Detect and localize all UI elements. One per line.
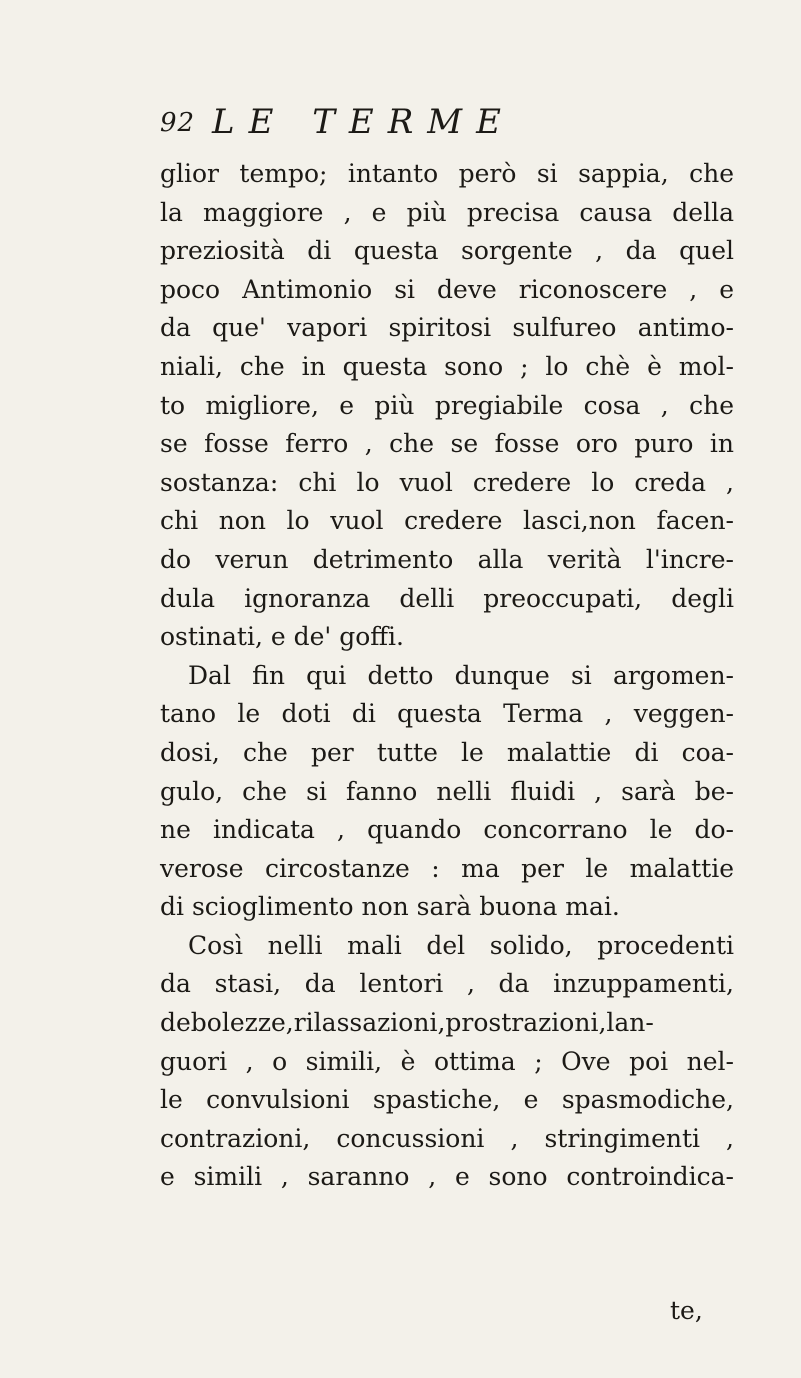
text-line: gulo, che si fanno nelli fluidi , sarà be- xyxy=(160,776,734,806)
page-header xyxy=(160,102,720,152)
text-line: ostinati, e de' goffi. xyxy=(160,622,404,652)
text-line: chi non lo vuol credere lasci,non facen- xyxy=(160,506,734,536)
text-line: to migliore, e più pregiabile cosa , che xyxy=(160,390,734,420)
text-line: tano le doti di questa Terma , veggen- xyxy=(160,699,734,729)
text-line: le convulsioni spastiche, e spasmodiche, xyxy=(160,1085,734,1115)
text-line: debolezze,rilassazioni,prostrazioni,lan- xyxy=(160,1008,654,1038)
paragraph-start-line: Dal fin qui detto dunque si argomen- xyxy=(188,660,734,690)
text-line: e simili , saranno , e sono controindica- xyxy=(160,1162,734,1192)
text-line: sostanza: chi lo vuol credere lo creda , xyxy=(160,467,734,497)
text-line: preziosità di questa sorgente , da quel xyxy=(160,236,734,266)
text-line: se fosse ferro , che se fosse oro puro in xyxy=(160,429,734,459)
text-line: la maggiore , e più precisa causa della xyxy=(160,197,734,227)
text-line: da que' vapori spiritosi sulfureo antimo- xyxy=(160,313,734,343)
text-line: guori , o simili, è ottima ; Ove poi nel- xyxy=(160,1046,734,1076)
text-line: di scioglimento non sarà buona mai. xyxy=(160,892,620,922)
text-line: glior tempo; intanto però si sappia, che xyxy=(160,159,734,188)
paragraph-start-line: Così nelli mali del solido, procedenti xyxy=(188,930,734,960)
body-text xyxy=(160,155,734,1197)
text-line: verose circostanze : ma per le malattie xyxy=(160,853,734,883)
running-title: LE TERME xyxy=(212,102,515,142)
catchword: te, xyxy=(670,1296,703,1325)
text-line: dosi, che per tutte le malattie di coa- xyxy=(160,737,734,767)
page-number: 92 xyxy=(160,108,196,138)
text-line: da stasi, da lentori , da inzuppamenti, xyxy=(160,969,734,999)
text-line: poco Antimonio si deve riconoscere , e xyxy=(160,274,734,304)
text-line: niali, che in questa sono ; lo chè è mol- xyxy=(160,351,734,381)
text-line: do verun detrimento alla verità l'incre- xyxy=(160,544,734,574)
text-line: dula ignoranza delli preoccupati, degli xyxy=(160,583,734,613)
text-line: ne indicata , quando concorrano le do- xyxy=(160,815,734,845)
text-line: contrazioni, concussioni , stringimenti , xyxy=(160,1123,734,1153)
